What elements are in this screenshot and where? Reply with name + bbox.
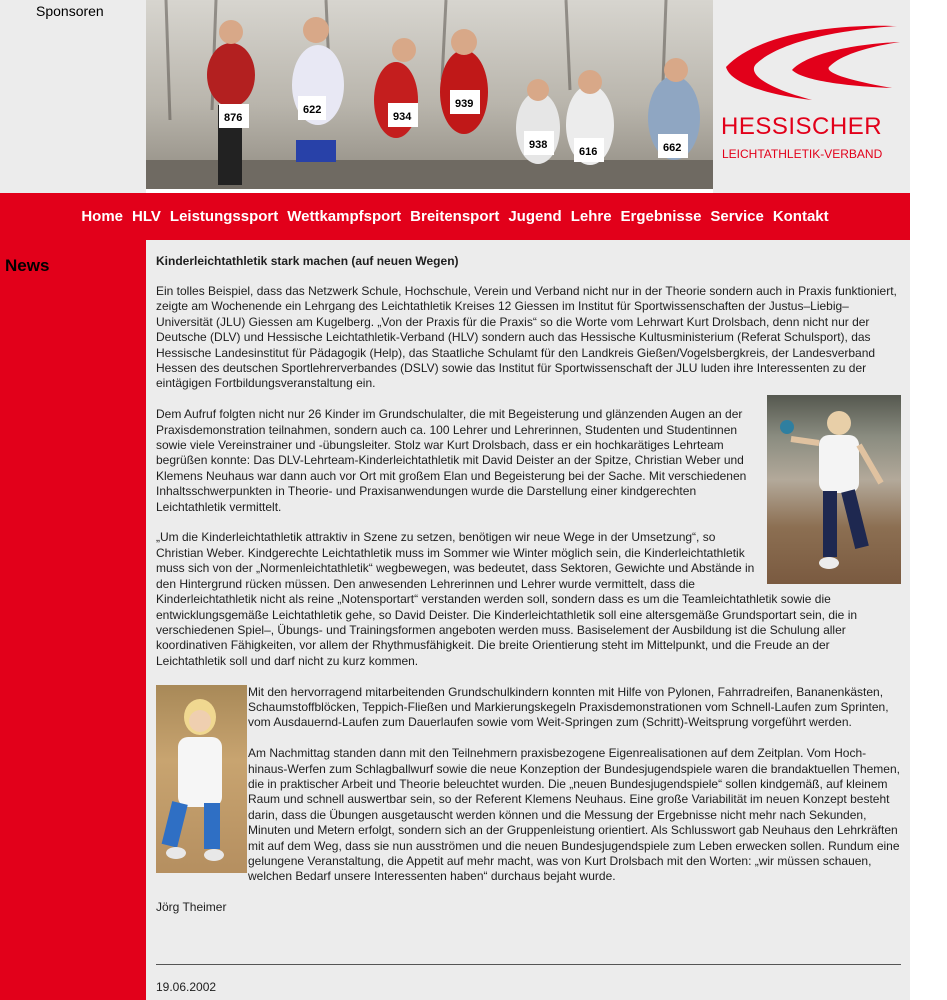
bib-number: 934 (393, 111, 412, 123)
sponsor-link[interactable]: Sponsoren (36, 3, 104, 19)
article-paragraph: Mit den hervorragend mitarbeitenden Grundschulkindern konnten mit Hilfe von Pylonen, Fahrradreifen, Bananenkästen, Schaumstoffblöcken, Teppich-Fließen und Markierungskegeln Praxisdemonstrationen vom Schnell-Laufen zum Sprinten, vom Ausdauernd-Laufen zum Dauerlaufen sowie vom Weit-Springen zum (Schritt)-Weitsprung vorgeführt werden. (248, 684, 889, 730)
nav-hlv[interactable]: HLV (132, 208, 161, 225)
child-runner-illustration (767, 395, 901, 584)
child-athlete-photo (156, 685, 247, 873)
logo-title: HESSISCHER (721, 113, 883, 140)
bib-number: 662 (663, 142, 682, 154)
header-photo (146, 0, 713, 189)
bib-number: 616 (579, 146, 598, 158)
nav-kontakt[interactable]: Kontakt (772, 208, 829, 225)
article-content (146, 240, 910, 1000)
left-sidebar (0, 240, 146, 1000)
article-paragraph: Dem Aufruf folgten nicht nur 26 Kinder im Grundschulalter, die mit Begeisterung und glänzenden Augen an der Praxisdemonstration teilnahmen, sondern auch ca. 100 Lehrer und Lehrerinnen, Studenten und Studentinnen sowie viele Vereinstrainer und -übungsleiter. Stolz war Kurt Drolsbach, dass er ein hochkarätiges Lehrteam begrüßen konnte: Das DLV-Lehrteam-Kinderleichtathletik mit David Deister an der Spitze, Christian Weber und Klemens Neuhaus war dann auch vor Ort mit großem Elan und Begeisterung bei der Sache. Mit verschiedenen Inhaltsschwerpunkten in Theorie- und Praxisanwendungen wurde die Darstellung einer kindgerechten Leichtathletik vermittelt. (156, 407, 747, 514)
sponsor-column (0, 0, 146, 193)
child-running-photo (767, 395, 901, 584)
nav-lehre[interactable]: Lehre (570, 208, 612, 225)
bib-number: 938 (529, 139, 548, 151)
article-title: Kinderleichtathletik stark machen (auf neuen Wegen) (156, 254, 459, 268)
article-paragraph: Ein tolles Beispiel, dass das Netzwerk Schule, Hochschule, Verein und Verband nicht nur in der Theorie sondern auch in Praxis funktioniert, zeigte am Wochenende ein Lehrgang des Leichtathletik Kreises 12 Giessen im Institut für Sportwissenschaften der Justus–Liebig– Universität (JLU) Giessen am Kugelberg. „Von der Praxis für die Praxis“ so die Worte vom Lehrwart Kurt Drolsbach, denn nicht nur der Deutsche (DLV) und Hessische Leichtathletik-Verband (HLV) sondern auch das Hessische Kultusministerium (Referat Schulsport), das Hessische Landesinstitut für Pädagogik (Help), das Staatliche Schulamt für den Landkreis Gießen/Vogelsbergkreis, der Landesverband Hessen des deutschen Sportlehrerverbandes (DSLV) sowie das Institut für Sportwissenschaft der JLU luden ihre Interessenten zu der eintägigen Fortbildungsveranstaltung ein. (156, 284, 897, 391)
nav-breitensport[interactable]: Breitensport (410, 208, 500, 225)
runners-photo-illustration (146, 0, 713, 189)
hlv-logo[interactable] (713, 0, 910, 193)
article (156, 254, 901, 931)
nav-ergebnisse[interactable]: Ergebnisse (620, 208, 702, 225)
nav-home[interactable]: Home (81, 208, 124, 225)
main-navigation (0, 193, 910, 240)
article-paragraph: „Um die Kinderleichtathletik attraktiv in Szene zu setzen, benötigen wir neue Wege in der Umsetzung“, so Christian Weber. Kindgerechte Leichtathletik muss im Sommer wie Winter möglich sein, die Kinderleichtathletik muss sich von der „Normenleichtathletik“ wegbewegen, was bedeutet, dass Sektoren, Gewichte und Abstände in den Hintergrund rücken müssen. Den anwesenden Lehrerinnen und Lehrer wurde vermittelt, dass die Kinderleichtathletik nicht als reine „Notensportart“ verstanden werden soll, sondern dass es um die Teamleichtathletik sowie die entwicklungsgemäße Leichtathletik gehe, so David Deister. Die Kinderleichtathletik soll eine altersgemäße Grundsportart sein, die in verschiedenen Spiel–, Übungs- und Trainingsformen angeboten werden muss. Basiselement der Ausbildung ist die Schulung aller koordinativen Fähigkeiten, vor allem der Rhythmusfähigkeit. Die breite Orientierung steht im Mittelpunkt, und die Freude an der Leichtathletik soll und darf nicht zu kurz kommen. (156, 530, 858, 668)
article-paragraph: Am Nachmittag standen dann mit den Teilnehmern praxisbezogene Eigenrealisationen auf dem Zeitplan. Vom Hoch-hinaus-Werfen zum Schlagballwurf sowie die neue Konzeption der Bundesjugendspiele waren die brandaktuellen Themen, die in praktischer Arbeit und Theorie beleuchtet wurden. Die „neuen Bundesjugendspiele“ sollen kindgemäß, auf kleinem Raum und schnell auswertbar sein, so der Referent Klemens Neuhaus. Eine große Variabilität im neuen Konzept besteht darin, dass die Übungen ausgetauscht werden können und die Messung der Ergebnisse nicht mehr nach Sekunden, Minuten und Metern erfolgt, sondern sich an der Gruppenleistung orientiert. Als Schlusswort gab Neuhaus den Lehrkräften mit auf dem Weg, dass sie nun ausströmen und die neuen Bundesjugendspiele zum Leben erwecken sollen. Rundum eine gelungene Veranstaltung, die Appetit auf mehr macht, was von Kurt Drolsbach mit den Worten: „wir müssen schauen, welchen Bedarf unsere Interessenten haben“ durchaus bejaht wurde. (248, 746, 900, 884)
news-heading: News (5, 256, 50, 275)
bib-number: 876 (224, 112, 243, 124)
nav-wettkampfsport[interactable]: Wettkampfsport (287, 208, 402, 225)
nav-service[interactable]: Service (710, 208, 764, 225)
bib-number: 939 (455, 98, 474, 110)
nav-leistungssport[interactable]: Leistungssport (169, 208, 279, 225)
article-author: Jörg Theimer (156, 900, 227, 915)
right-margin (910, 0, 947, 1000)
divider (156, 964, 901, 965)
child-athlete-illustration (156, 685, 247, 873)
nav-jugend[interactable]: Jugend (508, 208, 562, 225)
swoosh-icon (722, 22, 902, 102)
bib-number: 622 (303, 104, 322, 116)
article-date: 19.06.2002 (156, 980, 217, 994)
logo-subtitle: LEICHTATHLETIK-VERBAND (722, 147, 883, 161)
